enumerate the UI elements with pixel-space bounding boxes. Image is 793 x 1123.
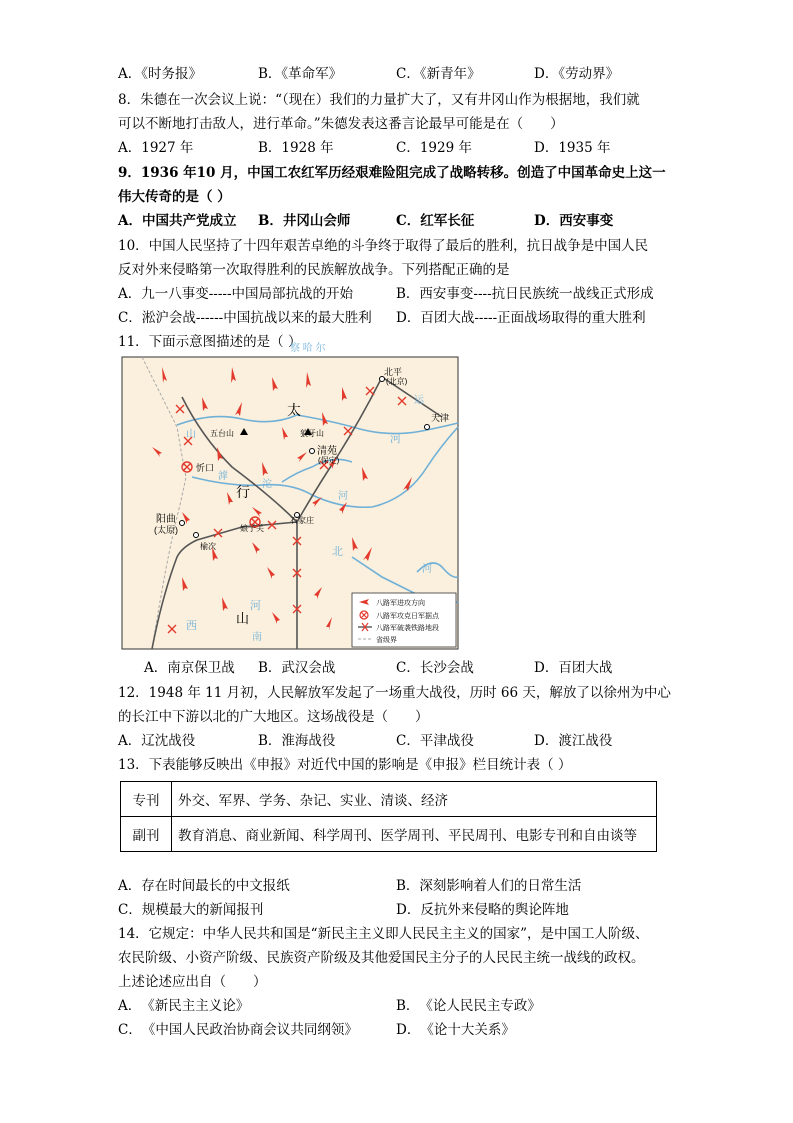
q9-option-b: B．井冈山会师 — [258, 213, 351, 229]
q13-option-c: C．规模最大的新闻报刊 — [118, 902, 264, 918]
q14-option-b: B． 《论人民民主专政》 — [396, 998, 541, 1014]
shenbao-column-table — [120, 781, 657, 852]
label-yun: 运 — [414, 395, 424, 406]
q14-option-c: C． 《中国人民政治协商会议共同纲领》 — [118, 1022, 358, 1038]
q10-stem-line1: 10．中国人民坚持了十四年艰苦卓绝的斗争终于取得了最后的胜利，抗日战争是中国人民 — [118, 238, 649, 254]
label-he2: 河 — [338, 491, 348, 502]
battle-map — [122, 343, 458, 649]
table-row — [121, 782, 657, 817]
q14-stem-line2: 农民阶级、小资产阶级、民族资产阶级及其他爱国民主分子的人民民主统一战线的政权。 — [118, 950, 645, 966]
legend-border: 省级界 — [376, 637, 397, 644]
q10-option-c: C．淞沪会战------中国抗战以来的最大胜利 — [118, 310, 372, 326]
q12-option-b: B．淮海战役 — [258, 733, 336, 749]
q8-option-c: C．1929 年 — [396, 140, 472, 156]
q11-stem: 11．下面示意图描述的是（ ） — [118, 334, 302, 350]
q9-stem-line2: 伟大传奇的是（ ） — [118, 189, 231, 205]
label-shan: 山 — [186, 429, 196, 440]
q12-option-d: D．渡江战役 — [534, 733, 613, 749]
q10-option-a: A．九一八事变-----中国局部抗战的开始 — [118, 286, 354, 302]
label-xinkou: 忻口 — [196, 463, 215, 473]
q10-option-b: B．西安事变----抗日民族统一战线正式形成 — [396, 286, 654, 302]
label-nan: 南 — [252, 632, 262, 643]
table-cell-key: 专刊 — [121, 782, 172, 817]
q14-stem-line1: 14．它规定：中华人民共和国是“新民主主义即人民民主主义的国家”，是中国工人阶级、 — [118, 926, 649, 942]
label-shijiazhuang: 石家庄 — [290, 516, 314, 525]
label-yangqu: 阳曲 — [156, 514, 176, 525]
q13-option-b: B．深刻影响着人们的日常生活 — [396, 878, 582, 894]
q7-option-d: D．《劳动界》 — [534, 66, 620, 82]
q10-option-d: D．百团大战-----正面战场取得的重大胜利 — [396, 310, 646, 326]
label-langyashan: 狼牙山 — [300, 429, 324, 438]
q9-option-a: A．中国共产党成立 — [118, 213, 237, 229]
label-he3: 河 — [250, 600, 261, 612]
q14-stem-line3: 上述论述应出自（ ） — [118, 974, 267, 990]
label-hang: 行 — [236, 484, 250, 500]
q8-option-b: B．1928 年 — [258, 140, 334, 156]
label-baoding: (保定) — [318, 456, 340, 465]
q8-stem-line2: 可以不断地打击敌人，进行革命。”朱德发表这番言论最早可能是在（ ） — [118, 116, 564, 132]
table-row — [121, 817, 657, 852]
label-shan2: 山 — [236, 611, 250, 626]
label-tianjin: 天津 — [431, 413, 450, 423]
legend-captured: 八路军攻克日军据点 — [376, 613, 439, 620]
label-he: 河 — [390, 433, 401, 445]
label-chahaer: 察 哈 尔 — [290, 343, 326, 354]
label-taiyuan: (太原) — [154, 525, 178, 535]
q8-option-a: A．1927 年 — [118, 140, 194, 156]
label-tai: 太 — [287, 402, 301, 418]
q13-stem: 13．下表能够反映出《申报》对近代中国的影响是《申报》栏目统计表（ ） — [118, 757, 572, 773]
q11-option-a: A．南京保卫战 — [144, 660, 235, 676]
label-tuo: 沱 — [262, 479, 272, 490]
q12-stem-line1: 12．1948 年 11 月初，人民解放军发起了一场重大战役，历时 66 天，解放了以徐州为中心 — [118, 685, 671, 701]
q11-option-c: C．长沙会战 — [396, 660, 474, 676]
table-cell-value: 外交、军界、学务、杂记、实业、清谈、经济 — [172, 782, 657, 817]
q8-option-d: D．1935 年 — [534, 140, 611, 156]
label-beijing: (北京) — [386, 377, 408, 386]
legend-rail: 八路军破袭铁路地段 — [376, 625, 439, 632]
q14-option-d: D． 《论十大关系》 — [396, 1022, 515, 1038]
table-cell-value: 教育消息、商业新闻、科学周刊、医学周刊、平民周刊、电影专刊和自由谈等 — [172, 817, 657, 852]
q11-option-d: D．百团大战 — [534, 660, 613, 676]
legend-attack: 八路军进攻方向 — [376, 600, 425, 607]
label-beiping: 北平 — [384, 367, 403, 377]
q7-option-a: A．《时务报》 — [118, 66, 202, 82]
q14-option-a: A． 《新民主主义论》 — [118, 998, 250, 1014]
label-he4: 河 — [422, 564, 432, 575]
q13-option-d: D．反抗外来侵略的舆论阵地 — [396, 902, 569, 918]
q9-option-d: D．西安事变 — [534, 213, 614, 229]
q7-option-c: C．《新青年》 — [396, 66, 481, 82]
table-cell-key: 副刊 — [121, 817, 172, 852]
q8-stem-line1: 8．朱德在一次会议上说：“（现在）我们的力量扩大了，又有井冈山作为根据地，我们就 — [118, 92, 640, 108]
q12-stem-line2: 的长江中下游以北的广大地区。这场战役是（ ） — [118, 709, 429, 725]
q11-option-b: B．武汉会战 — [258, 660, 336, 676]
label-bei: 北 — [332, 546, 343, 558]
q12-option-c: C．平津战役 — [396, 733, 474, 749]
q7-option-b: B．《革命军》 — [258, 66, 343, 82]
label-wutaishan: 五台山 — [210, 429, 234, 438]
label-qingyuan: 清苑 — [317, 446, 337, 457]
q13-option-a: A．存在时间最长的中文报纸 — [118, 878, 290, 894]
q10-stem-line2: 反对外来侵略第一次取得胜利的民族解放战争。下列搭配正确的是 — [118, 262, 510, 278]
label-niangziguan: 娘子关 — [240, 524, 264, 533]
map-legend — [352, 593, 456, 647]
q12-option-a: A．辽沈战役 — [118, 733, 196, 749]
label-xi: 西 — [186, 620, 197, 632]
label-yuci: 榆次 — [200, 542, 216, 551]
q9-stem-line1: 9．1936 年10 月，中国工农红军历经艰难险阻完成了战略转移。创造了中国革命史上这一 — [118, 165, 666, 181]
label-hu: 滹 — [218, 471, 228, 482]
q9-option-c: C．红军长征 — [396, 213, 475, 229]
